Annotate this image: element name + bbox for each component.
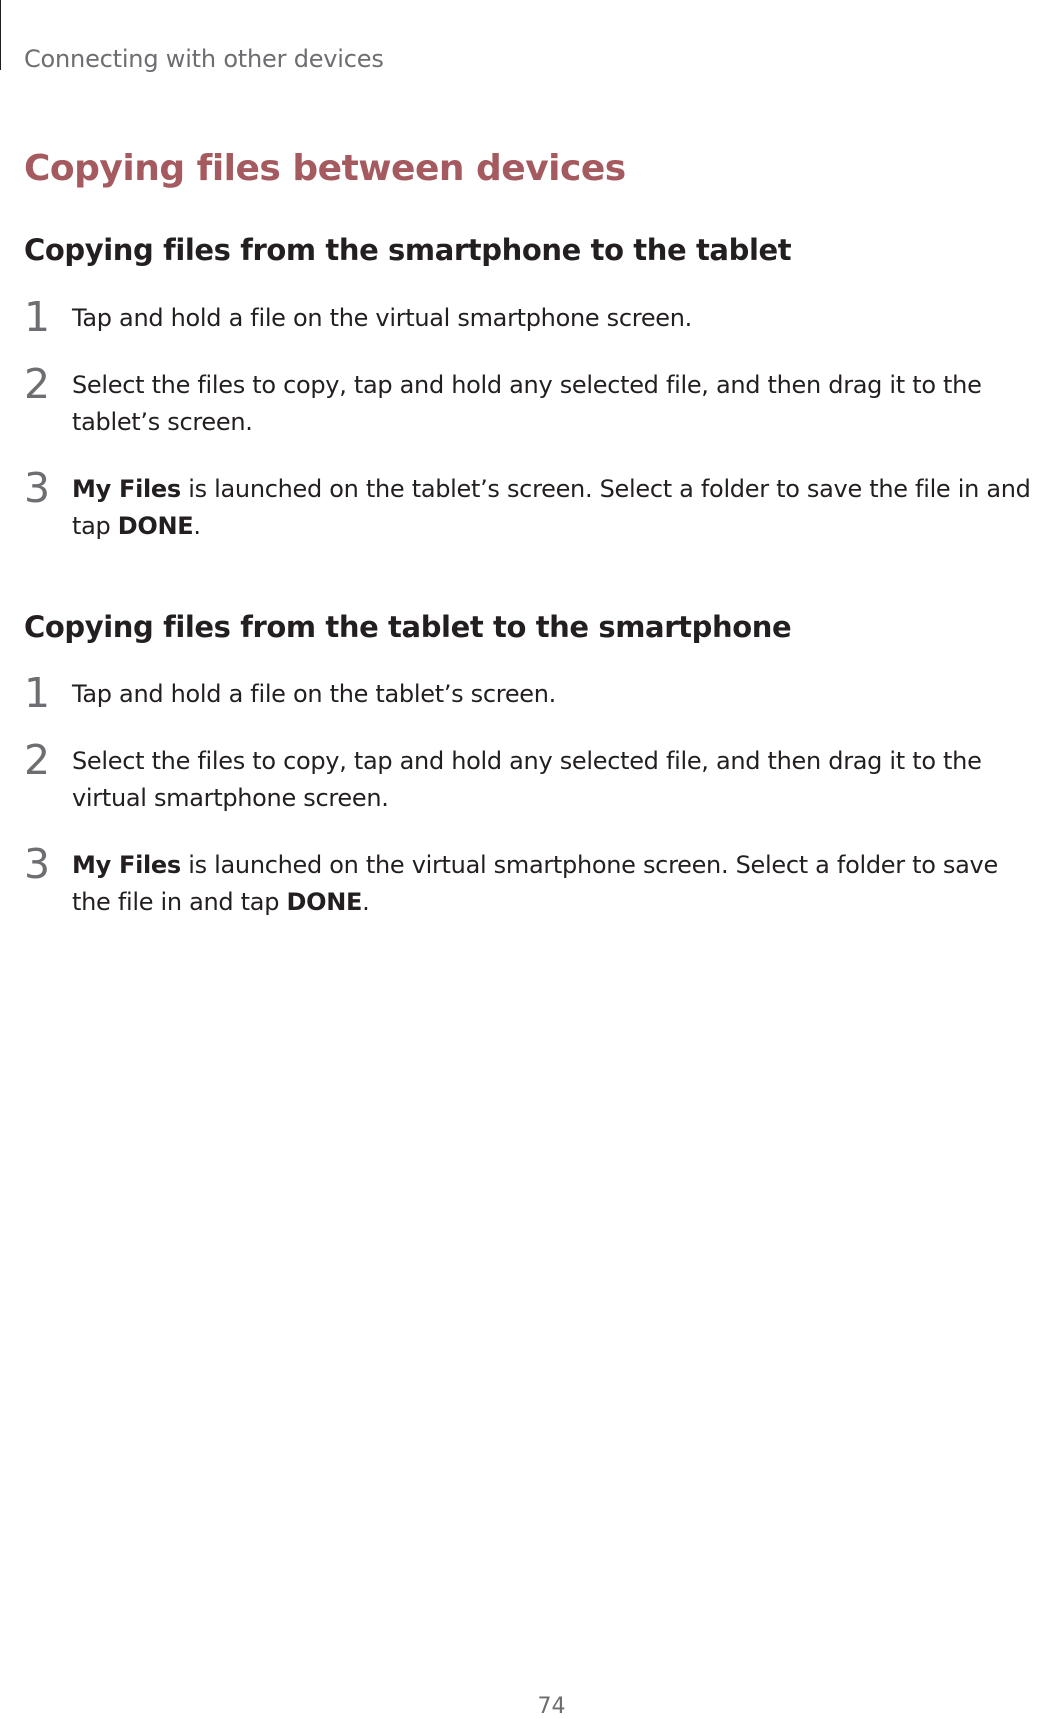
step-text — [72, 847, 1039, 921]
app-name-my-files: My Files — [72, 851, 181, 879]
header-rule — [0, 0, 1, 70]
page-title: Copying files between devices — [24, 148, 626, 189]
section-tablet-to-smartphone — [24, 609, 1039, 921]
step-text: Select the files to copy, tap and hold any selected file, and then drag it to the virtual smartphone screen. — [72, 747, 982, 812]
section-heading: Copying files from the smartphone to the tablet — [24, 233, 792, 267]
step-text: Tap and hold a file on the tablet’s screen. — [72, 680, 556, 708]
section-heading: Copying files from the tablet to the smartphone — [24, 610, 792, 644]
step-list — [24, 669, 1039, 921]
step-text-body: is launched on the virtual smartphone screen. Select a folder to save the file in and tap — [72, 851, 998, 916]
step-number: 1 — [24, 293, 51, 341]
step-number: 3 — [24, 840, 51, 888]
step-item — [24, 360, 1039, 441]
step-text-end: . — [193, 512, 201, 540]
step-number: 1 — [24, 669, 51, 717]
done-label: DONE — [117, 512, 194, 540]
step-text-body: is launched on the tablet’s screen. Select a folder to save the file in and tap — [72, 475, 1031, 540]
step-text: Tap and hold a file on the virtual smartphone screen. — [72, 304, 692, 332]
page-number: 74 — [537, 1694, 566, 1719]
step-list — [24, 293, 1039, 545]
step-text — [72, 471, 1039, 545]
step-text: Select the files to copy, tap and hold any selected file, and then drag it to the tablet’s screen. — [72, 371, 982, 436]
step-item — [24, 464, 1039, 545]
section-smartphone-to-tablet — [24, 232, 1039, 545]
step-item — [24, 293, 1039, 341]
app-name-my-files: My Files — [72, 475, 181, 503]
step-item — [24, 669, 1039, 717]
running-header: Connecting with other devices — [24, 45, 384, 73]
step-number: 2 — [24, 360, 51, 408]
step-number: 3 — [24, 464, 51, 512]
step-text-end: . — [362, 888, 370, 916]
done-label: DONE — [286, 888, 363, 916]
step-item — [24, 840, 1039, 921]
step-item — [24, 736, 1039, 817]
step-number: 2 — [24, 736, 51, 784]
